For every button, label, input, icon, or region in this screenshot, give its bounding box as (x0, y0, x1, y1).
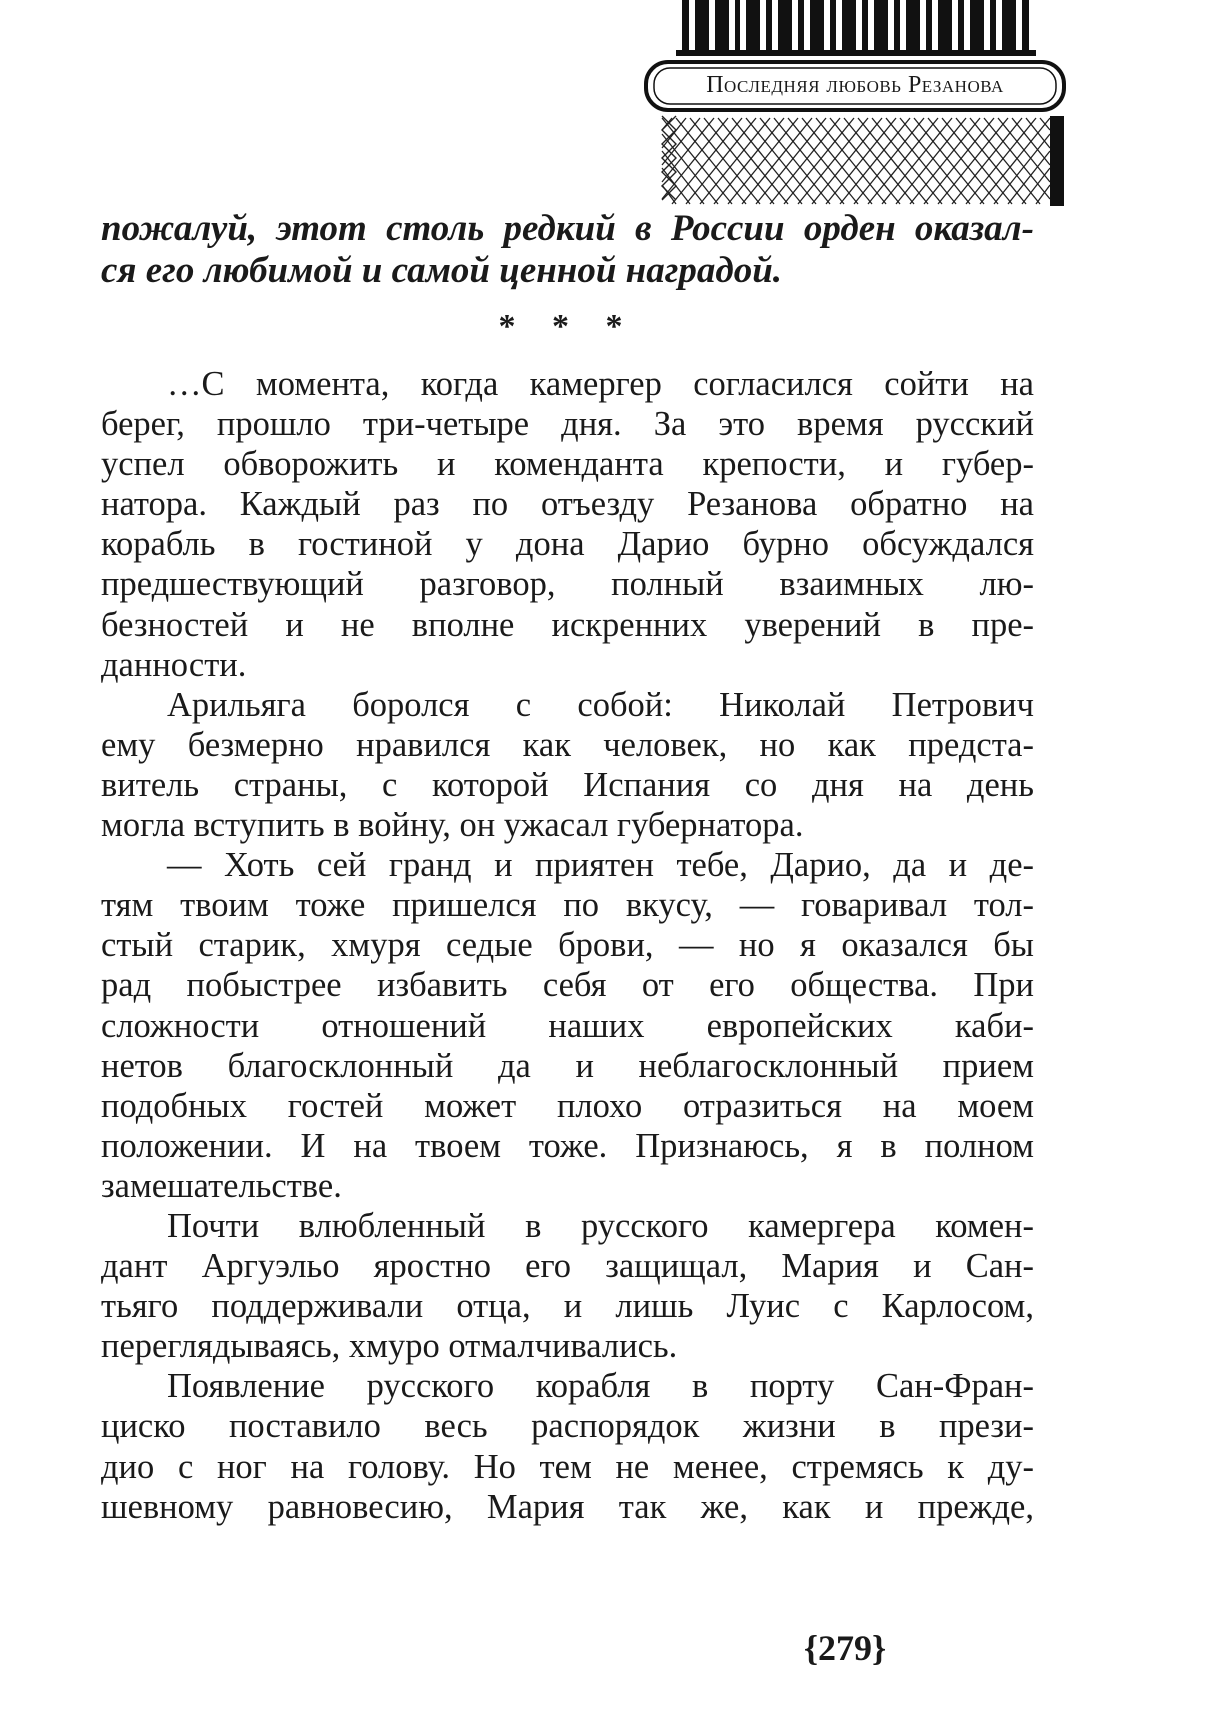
text-line: безностей и не вполне искренних уверений в пре- (101, 605, 1034, 644)
text-line: нетов благосклонный да и неблагосклонный прием (101, 1046, 1034, 1085)
section-separator: * * * (498, 308, 637, 345)
header-ornament-graphic (640, 0, 1070, 210)
header-ornament (640, 0, 1070, 210)
text-line: Почти влюбленный в русского камергера комен- (167, 1206, 1034, 1245)
text-line: замешательстве. (101, 1166, 342, 1205)
text-line: ему безмерно нравился как человек, но как предста- (101, 725, 1034, 764)
paragraph (101, 364, 1034, 685)
text-line: корабль в гостиной у дона Дарио бурно обсуждался (101, 525, 1034, 564)
text-line: могла вступить в войну, он ужасал губернатора. (101, 806, 804, 845)
text-line: …С момента, когда камергер согласился сойти на (167, 365, 1034, 403)
text-line: дио с ног на голову. Но тем не менее, стремясь к ду- (101, 1447, 1034, 1486)
text-line: берег, прошло три-четыре дня. За это время русский (101, 405, 1034, 444)
text-line: стый старик, хмуря седые брови, — но я оказался бы (101, 926, 1034, 965)
text-line: предшествующий разговор, полный взаимных лю- (101, 565, 1034, 604)
text-line: витель страны, с которой Испания со дня на день (101, 765, 1034, 804)
text-line: Арильяга боролся с собой: Николай Петрович (167, 685, 1034, 724)
intro-italic-paragraph (101, 208, 1034, 292)
text-line: Появление русского корабля в порту Сан-Фран- (167, 1367, 1034, 1406)
text-line: пожалуй, этот столь редкий в России орден оказал- (101, 208, 1034, 249)
text-line: ся его любимой и самой ценной наградой. (101, 250, 783, 291)
paragraph (101, 685, 1034, 845)
text-line: натора. Каждый раз по отъезду Резанова обратно на (101, 485, 1034, 524)
text-line: тьяго поддерживали отца, и лишь Луис с Карлосом, (101, 1287, 1034, 1326)
text-line: подобных гостей может плохо отразиться на моем (101, 1086, 1034, 1125)
page-body (101, 208, 1034, 1527)
text-line: рад побыстрее избавить себя от его общества. При (101, 966, 1034, 1005)
paragraph (101, 1366, 1034, 1526)
paragraph (101, 1206, 1034, 1366)
text-line: — Хоть сей гранд и приятен тебе, Дарио, да и де- (167, 846, 1034, 885)
text-line: положении. И на твоем тоже. Признаюсь, я в полном (101, 1126, 1034, 1165)
text-line: данности. (101, 645, 247, 684)
text-line: дант Аргуэльо яростно его защищал, Мария и Сан- (101, 1247, 1034, 1286)
text-line: сложности отношений наших европейских каби- (101, 1006, 1034, 1045)
text-line: переглядываясь, хмуро отмалчивались. (101, 1327, 678, 1366)
page-number: {279} (803, 1628, 887, 1668)
paragraph (101, 845, 1034, 1206)
running-title: Последняя любовь Резанова (706, 72, 1004, 98)
text-line: тям твоим тоже пришелся по вкусу, — говаривал тол- (101, 886, 1034, 925)
text-line: циско поставило весь распорядок жизни в прези- (101, 1407, 1034, 1446)
text-line: успел обворожить и коменданта крепости, и губер- (101, 445, 1034, 484)
text-line: шевному равновесию, Мария так же, как и прежде, (101, 1487, 1034, 1526)
